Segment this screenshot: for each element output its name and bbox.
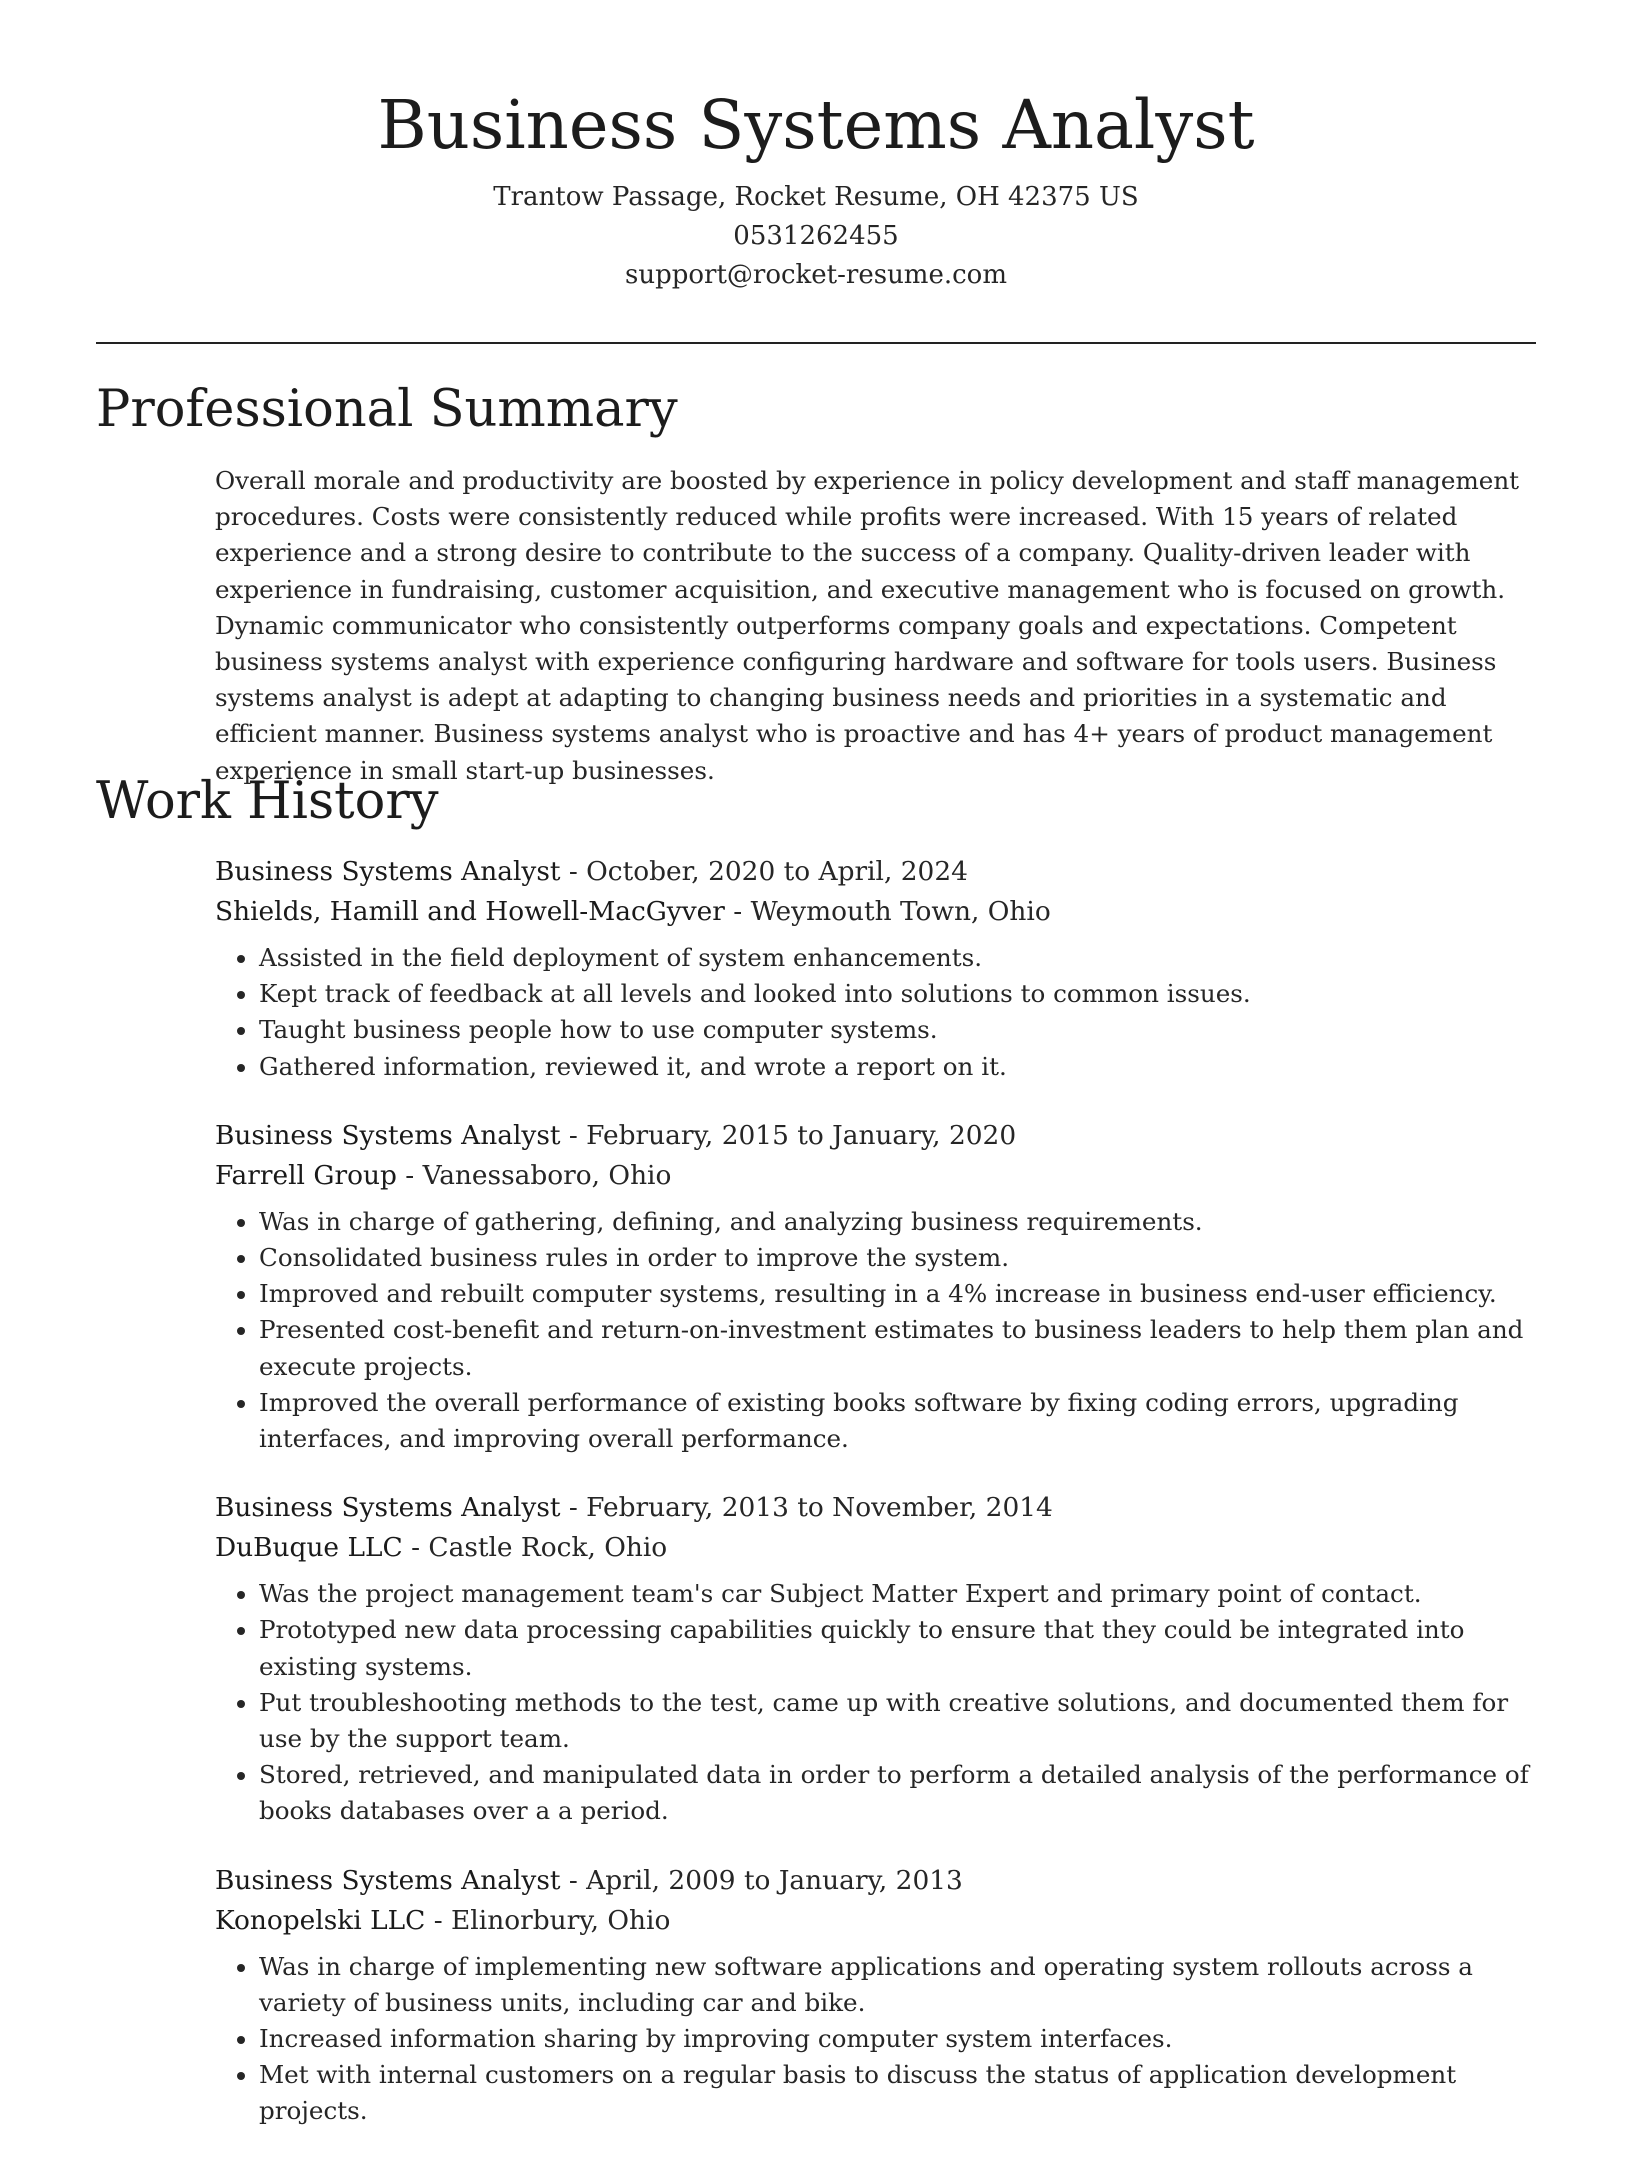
job-duty-item: • Improved the overall performance of existing books software by fixing coding errors, upgrading interfaces, and improving overall performance. [259,1385,1540,1457]
job-duty-item: • Improved and rebuilt computer systems, resulting in a 4% increase in business end-user efficiency. [259,1276,1540,1312]
job-separator: - [425,1904,452,1936]
job-entry [215,1861,1540,2130]
job-entry [215,1488,1540,1829]
contact-address: Trantow Passage, Rocket Resume, OH 42375 US [493,182,1139,212]
contact-email: support@rocket-resume.com [624,260,1007,290]
job-title: Business Systems Analyst [215,1119,561,1151]
job-entry [215,1116,1540,1457]
job-dates: April, 2009 to January, 2013 [586,1864,963,1896]
job-company-line [215,1156,1540,1196]
job-title: Business Systems Analyst [215,1492,561,1524]
job-title: Business Systems Analyst [215,856,561,887]
job-duty-item: • Consolidated business rules in order to improve the system. [259,1240,1540,1276]
job-location: Castle Rock, Ohio [428,1532,668,1564]
job-title-line [215,1488,1540,1528]
job-separator: - [724,896,751,927]
contact-phone: 0531262455 [733,221,899,251]
summary-heading: Professional Summary [96,380,678,439]
job-company: DuBuque LLC [215,1532,403,1564]
header-divider [96,342,1536,344]
job-duty-item: • Was the project management team's car Subject Matter Expert and primary point of contact. [259,1576,1540,1612]
job-duty-item: • Increased information sharing by improving computer system interfaces. [259,2021,1540,2057]
job-title-line [215,1861,1540,1901]
job-separator: - [560,1864,587,1896]
job-duty-item: • Taught business people how to use computer systems. [259,1012,1540,1048]
job-location: Elinorbury, Ohio [451,1904,671,1936]
job-separator: - [560,1492,587,1524]
job-duty-item: • Was in charge of gathering, defining, and analyzing business requirements. [259,1204,1540,1240]
job-duty-item: • Put troubleshooting methods to the test, came up with creative solutions, and documented them for use by the support team. [259,1685,1540,1757]
job-duties-list [215,1949,1540,2130]
job-duties-list [215,940,1540,1085]
job-company: Shields, Hamill and Howell-MacGyver [215,896,725,927]
work-history-list [215,852,1540,2161]
job-duty-item: • Kept track of feedback at all levels and looked into solutions to common issues. [259,976,1540,1012]
job-duty-item: • Stored, retrieved, and manipulated data in order to perform a detailed analysis of the performance of books databases over a a period. [259,1757,1540,1829]
job-duty-item: • Met with internal customers on a regular basis to discuss the status of application development projects. [259,2057,1540,2129]
job-separator: - [560,856,587,887]
job-company-line [215,1901,1540,1941]
work-history-heading: Work History [96,772,439,831]
job-title-line [215,1116,1540,1156]
job-duty-item: • Was in charge of implementing new software applications and operating system rollouts across a variety of business units, including car and bike. [259,1949,1540,2021]
job-location: Vanessaboro, Ohio [422,1159,672,1191]
job-duties-list [215,1576,1540,1829]
resume-header [96,80,1536,295]
job-title-line [215,852,1540,892]
job-company: Farrell Group [215,1159,397,1191]
job-company-line [215,1528,1540,1568]
job-separator: - [396,1159,423,1191]
job-separator: - [402,1532,429,1564]
job-company-line [215,892,1540,932]
job-duty-item: • Prototyped new data processing capabilities quickly to ensure that they could be integrated into existing systems. [259,1612,1540,1684]
job-separator: - [560,1119,587,1151]
job-entry [215,852,1540,1085]
candidate-name: Business Systems Analyst [377,86,1255,164]
job-location: Weymouth Town, Ohio [750,896,1051,927]
job-duty-item: • Presented cost-benefit and return-on-investment estimates to business leaders to help them plan and execute projects. [259,1312,1540,1384]
job-duty-item: • Gathered information, reviewed it, and wrote a report on it. [259,1049,1540,1085]
summary-text: Overall morale and productivity are boosted by experience in policy development and staff management procedures. Costs were consistently reduced while profits were increased. With 15 years of related experience and a strong desire to contribute to the success of a company. Quality-driven leader with experience in fundraising, customer acquisition, and executive management who is focused on growth. Dynamic communicator who consistently outperforms company goals and expectations. Competent business systems analyst with experience configuring hardware and software for tools users. Business systems analyst is adept at adapting to changing business needs and priorities in a systematic and efficient manner. Business systems analyst who is proactive and has 4+ years of product management experience in small start-up businesses. [215,466,1520,785]
job-dates: October, 2020 to April, 2024 [586,856,968,887]
job-duties-list [215,1204,1540,1457]
job-duty-item: • Assisted in the field deployment of system enhancements. [259,940,1540,976]
job-title: Business Systems Analyst [215,1864,561,1896]
job-dates: February, 2013 to November, 2014 [586,1492,1053,1524]
job-dates: February, 2015 to January, 2020 [586,1119,1017,1151]
job-company: Konopelski LLC [215,1904,426,1936]
